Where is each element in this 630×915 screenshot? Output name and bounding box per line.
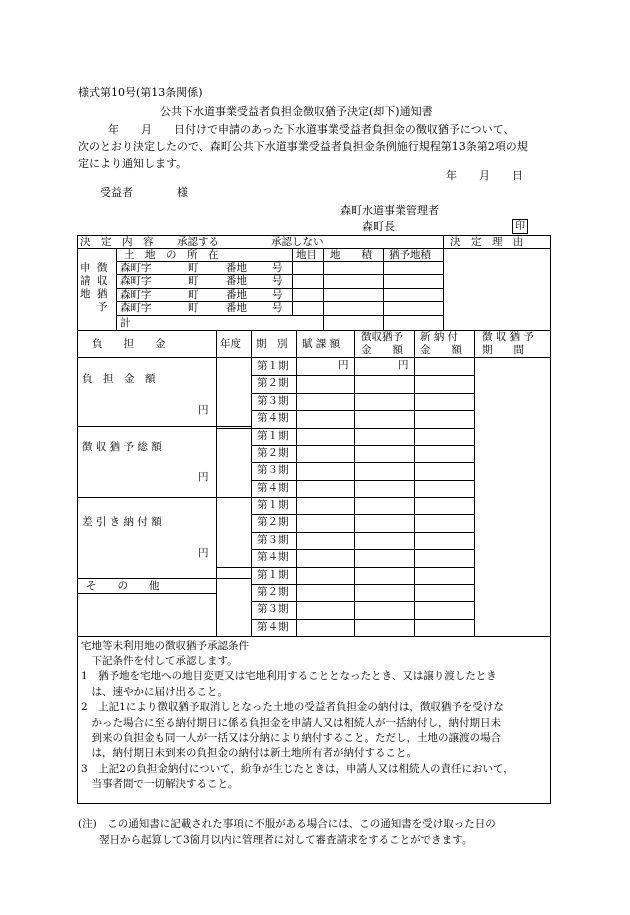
group-yen-deferral-total: 円 — [198, 471, 209, 483]
condition-line-1: 下記条件を付して承認します。 — [81, 655, 238, 667]
document-title: 公共下水道事業受益者負担金徴収猶予決定(却下)通知書 — [160, 105, 433, 118]
land-row-3-field-1: 森町字 — [120, 289, 152, 301]
payment-header-new-a: 新 納 付 — [420, 331, 459, 343]
condition-line-8: 3 上記2の負担金納付について，紛争が生じたときは，申請人又は相続人の責任において， — [81, 762, 514, 775]
period-label: 第３期 — [257, 395, 289, 407]
payment-header-deferred-a: 徴収猶予 — [361, 331, 403, 343]
seal-mark: 印 — [512, 219, 528, 234]
period-label: 第４期 — [257, 551, 289, 563]
land-row-3-field-4: 号 — [272, 289, 283, 301]
note-line-2: 翌日から起算して3箇月以内に管理者に対して審査請求をすることができます。 — [78, 834, 473, 846]
group-yen-burden-amount: 円 — [198, 404, 209, 416]
condition-line-7: は，納付期日未到来の負担金の納付は新土地所有者が納付すること。 — [81, 747, 417, 760]
group-label-burden-amount: 負 担 金 額 — [82, 373, 156, 385]
payment-header-period: 期 別 — [256, 338, 288, 350]
payment-header-new-b: 金 額 — [420, 344, 462, 356]
land-row-3-field-2: 町 — [188, 289, 199, 301]
condition-line-5: かった場合に至る納付期日に係る負担金を申請人又は相続人が一括納付し，納付期日未 — [81, 716, 501, 729]
period-label: 第３期 — [257, 603, 289, 615]
condition-line-4: 2 上記1により徴収猶予取消しとなった土地の受益者負担金の納付は，徴収猶予を受けな — [81, 701, 504, 714]
period-label: 第１期 — [257, 499, 289, 511]
decision-label: 決 定 内 容 — [80, 236, 154, 248]
payment-header-year: 年度 — [220, 338, 241, 350]
period-label: 第１期 — [257, 569, 289, 581]
land-row-2-field-3: 番地 — [226, 275, 247, 287]
land-row-3-field-3: 番地 — [226, 289, 247, 301]
period-label: 第３期 — [257, 464, 289, 476]
form-number: 様式第10号(第13条関係) — [78, 86, 203, 99]
land-side-label-applicant: 申請地 — [80, 262, 91, 300]
decision-approve-option[interactable]: 承認する — [177, 236, 219, 248]
note-line-1: (注) この通知書に記載された事項に不服がある場合には、この通知書を受け取った日の — [78, 818, 496, 830]
group-label-deferral-total: 徴 収 猶 予 総 額 — [82, 441, 162, 453]
land-row-4-field-3: 番地 — [226, 302, 247, 314]
period-label: 第２期 — [257, 516, 289, 528]
deferred-yen-unit: 円 — [398, 359, 409, 371]
condition-line-2: 1 猶予地を宅地への地目変更又は宅地利用することとなったとき、又は譲り渡したとき — [81, 670, 497, 683]
land-row-2-field-2: 町 — [188, 275, 199, 287]
group-label-other: そ の 他 — [86, 580, 160, 592]
land-row-1-field-1: 森町字 — [120, 262, 152, 274]
intro-line-2: 次のとおり決定したので、森町公共下水道事業受益者負担金条例施行規程第13条第2項の規 — [78, 140, 528, 153]
decision-reason-label: 決 定 理 由 — [450, 236, 524, 248]
condition-line-3: は、速やかに届け出ること。 — [81, 685, 228, 698]
payment-header-deferred-b: 金 額 — [361, 344, 403, 356]
land-row-2-field-1: 森町字 — [120, 275, 152, 287]
land-header-deferred-area: 猶予地積 — [389, 249, 431, 261]
land-side-label-deferral: 徴収猶予 — [97, 262, 108, 313]
land-row-1-field-4: 号 — [272, 262, 283, 274]
payment-header-assessed: 賦 課 額 — [302, 338, 341, 350]
land-row-1-field-2: 町 — [188, 262, 199, 274]
period-label: 第２期 — [257, 447, 289, 459]
issuer-organization: 森町水道事業管理者 — [340, 204, 439, 217]
period-label: 第２期 — [257, 377, 289, 389]
intro-line-1: 年 月 日付けで申請のあった下水道事業受益者負担金の徴収猶予について、 — [108, 123, 515, 136]
intro-line-3: 定により通知します。 — [78, 157, 188, 170]
group-yen-net-payment: 円 — [198, 547, 209, 559]
decision-reject-option[interactable]: 承認しない — [271, 236, 324, 248]
period-label: 第４期 — [257, 621, 289, 633]
land-header-category: 地目 — [296, 249, 317, 261]
period-label: 第１期 — [257, 430, 289, 442]
land-row-4-field-2: 町 — [188, 302, 199, 314]
payment-header-category: 負 担 金 — [92, 338, 166, 350]
land-row-2-field-4: 号 — [272, 275, 283, 287]
recipient-line: 受益者 様 — [100, 186, 188, 199]
group-label-net-payment: 差 引 き 納 付 額 — [82, 516, 162, 528]
issuer-name: 森町長 — [362, 220, 395, 233]
payment-header-deferral-period-b: 期 間 — [482, 344, 524, 356]
period-label: 第１期 — [257, 360, 289, 372]
payment-header-deferral-period-a: 徴 収 猶 予 — [482, 331, 535, 343]
period-label: 第３期 — [257, 534, 289, 546]
land-header-area: 地 積 — [330, 249, 372, 261]
conditions-title: 宅地等未利用地の徴収猶予承認条件 — [81, 640, 249, 652]
land-row-4-field-4: 号 — [272, 302, 283, 314]
land-row-4-field-1: 森町字 — [120, 302, 152, 314]
notice-date: 年 月 日 — [446, 169, 523, 182]
land-row-1-field-3: 番地 — [226, 262, 247, 274]
land-header-location: 土 地 の 所 在 — [124, 249, 219, 261]
period-label: 第４期 — [257, 482, 289, 494]
condition-line-6: 到来の負担金も同一人が一括又は分納により納付すること。ただし，土地の譲渡の場合 — [81, 732, 501, 744]
period-label: 第２期 — [257, 586, 289, 598]
assessed-yen-unit: 円 — [338, 359, 349, 371]
period-label: 第４期 — [257, 412, 289, 424]
land-total-label: 計 — [120, 317, 131, 329]
condition-line-9: 当事者間で一切解決すること。 — [81, 778, 239, 791]
